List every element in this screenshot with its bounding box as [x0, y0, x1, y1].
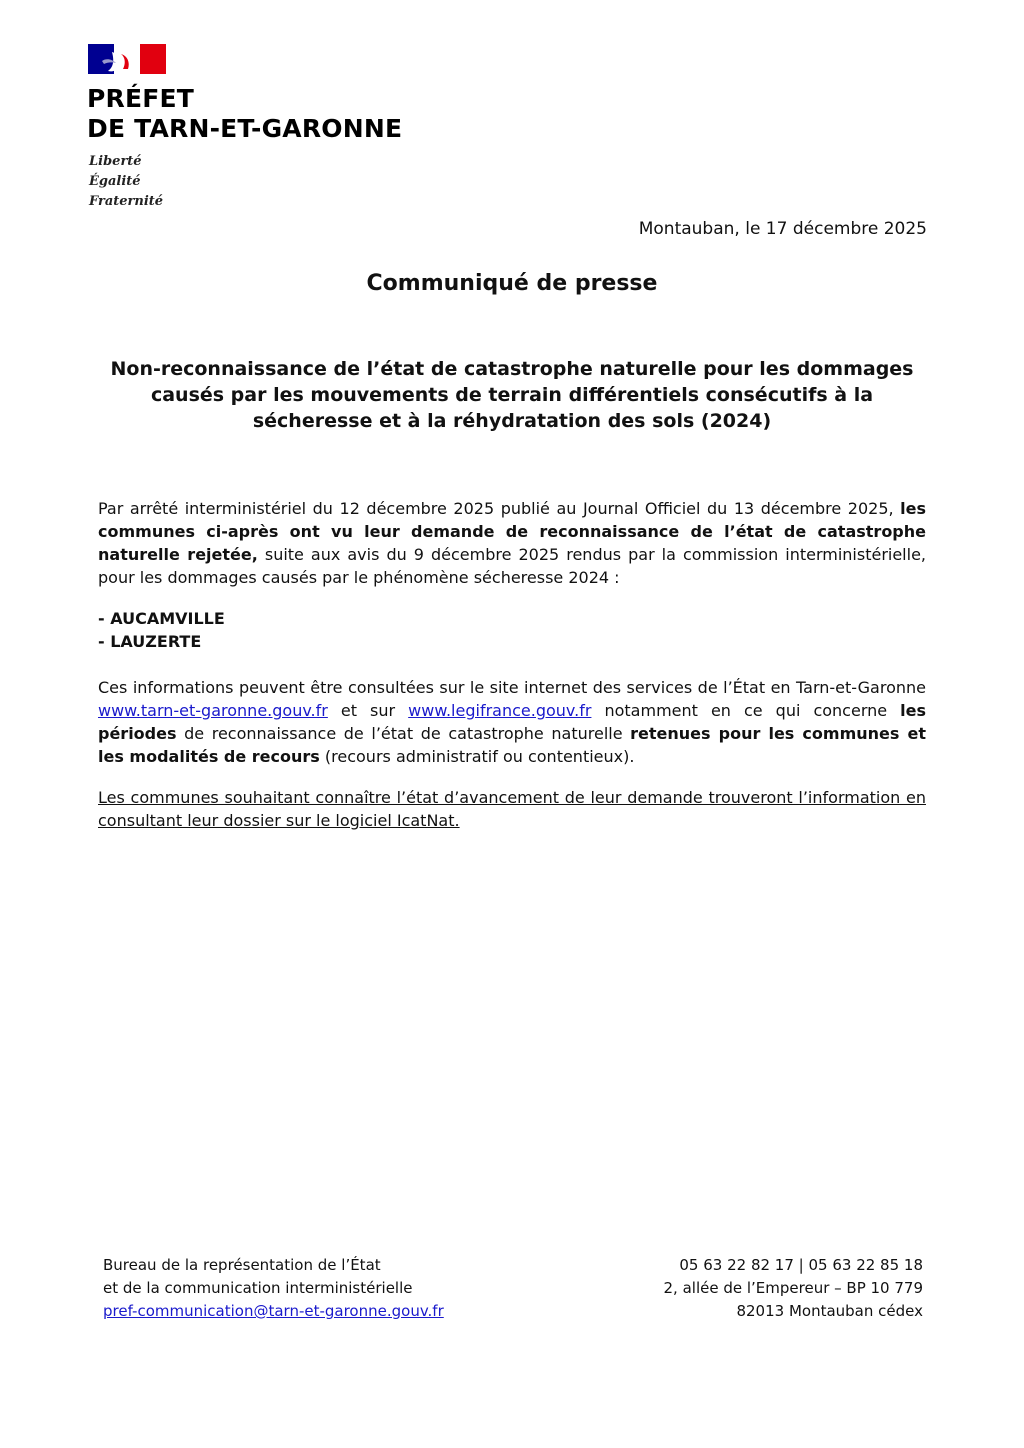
communes-list [98, 607, 926, 653]
paragraph-arrete-bold: les communes ci-après ont vu leur demande de reconnaissance de l’état de catastrophe naturelle rejetée, [98, 499, 926, 564]
motto-fraternite: Fraternité [89, 194, 164, 209]
paragraph-arrete [98, 497, 926, 589]
paragraph-informations [98, 676, 926, 768]
paragraph-info-text-1: Ces informations peuvent être consultées sur le site internet des services de l’État en Tarn-et-Garonne [98, 678, 926, 697]
footer-address: 2, allée de l’Empereur – BP 10 779 [663, 1279, 923, 1297]
footer-contact-address [664, 1254, 924, 1323]
paragraph-info-bold-2: retenues pour les communes et les modalités de recours [98, 724, 926, 766]
paragraph-info-text-2: et sur [327, 701, 409, 720]
paragraph-icatnat: Les communes souhaitant connaître l’état d’avancement de leur demande trouveront l’information en consultant leur dossier sur le logiciel IcatNat. [98, 788, 926, 830]
paragraph-info-bold-1: les périodes [98, 701, 927, 743]
footer-office-line-2: et de la communication interministérielle [103, 1279, 413, 1297]
document-type-title: Communiqué de presse [366, 271, 658, 296]
list-item-commune: - LAUZERTE [98, 632, 202, 651]
footer-city: 82013 Montauban cédex [736, 1302, 923, 1320]
prefet-line-2: DE TARN-ET-GARONNE [87, 114, 403, 143]
paragraph-arrete-text-2: suite aux avis du 9 décembre 2025 rendus par la commission interministérielle, pour les dommages causés par le phénomène sécheresse 2024 : [98, 545, 927, 587]
motto-egalite: Égalité [89, 174, 141, 189]
link-legifrance[interactable]: www.legifrance.gouv.fr [408, 701, 592, 720]
paragraph-info-text-4: de reconnaissance de l’état de catastrophe naturelle [176, 724, 631, 743]
footer-contact-office [103, 1254, 444, 1323]
prefet-line-1: PRÉFET [87, 84, 195, 113]
paragraph-arrete-text-1: Par arrêté interministériel du 12 décembre 2025 publié au Journal Officiel du 13 décembre 2025, [98, 499, 901, 518]
marianne-logo-icon [88, 44, 166, 74]
press-release-headline: Non-reconnaissance de l’état de catastrophe naturelle pour les dommages causés par les mouvements de terrain différentiels consécutifs à la sécheresse et à la réhydratation des sols (2024) [110, 358, 914, 432]
paragraph-info-text-5: (recours administratif ou contentieux). [319, 747, 635, 766]
footer-office-line-1: Bureau de la représentation de l’État [103, 1256, 381, 1274]
prefet-title [87, 84, 402, 144]
footer-email-link[interactable]: pref-communication@tarn-et-garonne.gouv.fr [103, 1302, 444, 1320]
paragraph-info-text-3: notamment en ce qui concerne [591, 701, 901, 720]
footer-phones: 05 63 22 82 17 | 05 63 22 85 18 [679, 1256, 923, 1274]
date-line: Montauban, le 17 décembre 2025 [638, 219, 927, 239]
link-tarn-et-garonne[interactable]: www.tarn-et-garonne.gouv.fr [98, 701, 328, 720]
list-item-commune: - AUCAMVILLE [98, 609, 225, 628]
republic-motto [89, 152, 163, 212]
motto-liberte: Liberté [89, 154, 142, 169]
